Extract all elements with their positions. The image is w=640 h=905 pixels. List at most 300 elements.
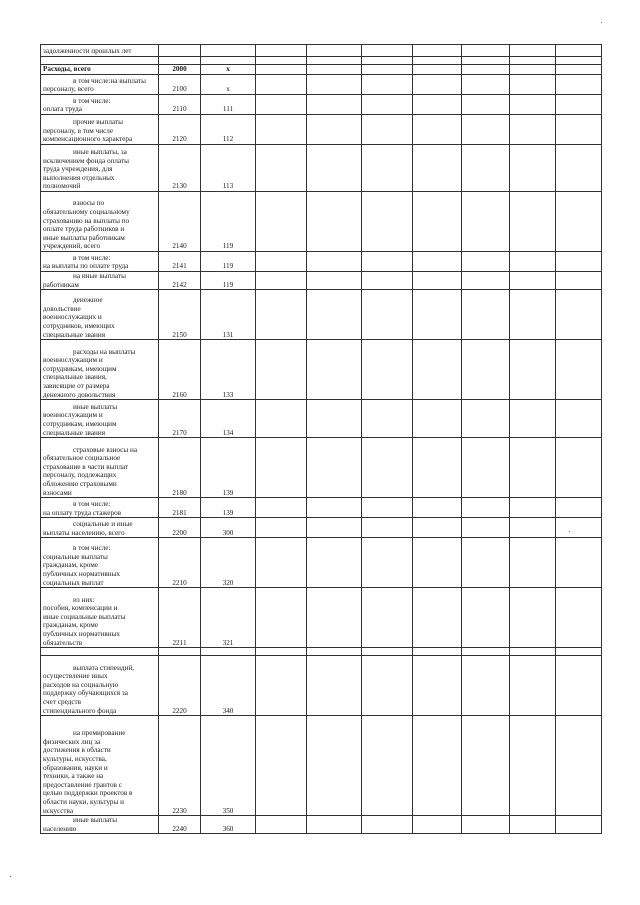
amount-cell: [510, 438, 556, 498]
row-name-line: сотрудникам, имеющим: [43, 364, 117, 373]
row-code: 2142: [159, 272, 201, 290]
amount-cell: [510, 716, 556, 816]
row-kosgu: 111: [201, 95, 256, 115]
amount-cell: [362, 95, 413, 115]
row-name-line: сотрудникам, имеющим: [43, 420, 117, 428]
amount-cell: [510, 498, 556, 518]
row-name-line: счет средств: [43, 698, 82, 706]
amount-cell: [462, 716, 510, 816]
amount-cell: [413, 65, 462, 75]
row-code: 2181: [159, 498, 201, 518]
table-row: [41, 252, 602, 272]
row-name-line: достижения в области: [43, 746, 111, 755]
row-name-line: компенсационного характера: [43, 135, 133, 144]
table-row: [41, 648, 602, 656]
amount-cell: [362, 272, 413, 290]
row-code: 2120: [159, 115, 201, 145]
table-row: [41, 588, 602, 648]
amount-cell: [462, 95, 510, 115]
amount-cell: [462, 656, 510, 716]
amount-cell: [256, 65, 307, 75]
amount-cell: [256, 45, 307, 57]
row-name-line: иные выплаты работникам: [43, 233, 125, 242]
row-name-line: задолженности прошлых лет: [43, 47, 132, 56]
row-name-line: прочие выплаты: [73, 118, 123, 127]
amount-cell: [413, 115, 462, 145]
amount-cell: [556, 57, 602, 65]
amount-cell: [413, 95, 462, 115]
amount-cell: [510, 400, 556, 438]
table-row: [41, 45, 602, 57]
row-name: [41, 145, 159, 192]
amount-cell: [413, 252, 462, 272]
row-kosgu: 112: [201, 115, 256, 145]
amount-cell: [510, 656, 556, 716]
row-name-line: в том числе:: [73, 500, 111, 508]
amount-cell: [256, 290, 307, 340]
row-name-line: обязательное социальное: [43, 454, 121, 463]
row-code: 2220: [159, 656, 201, 716]
amount-cell: [556, 65, 602, 75]
amount-cell: [510, 272, 556, 290]
amount-cell: [307, 75, 362, 95]
amount-cell: [510, 538, 556, 588]
amount-cell: [462, 816, 510, 834]
amount-cell: [413, 340, 462, 400]
table-row: [41, 438, 602, 498]
row-name-line: публичных нормативных: [43, 570, 121, 578]
amount-cell: [307, 340, 362, 400]
row-code: [159, 45, 201, 57]
amount-cell: [362, 816, 413, 834]
row-name: [41, 538, 159, 588]
row-code: 2150: [159, 290, 201, 340]
row-name-line: из них:: [73, 595, 95, 604]
amount-cell: [462, 115, 510, 145]
row-code: 2230: [159, 716, 201, 816]
amount-cell: [556, 272, 602, 290]
amount-cell: [510, 145, 556, 192]
row-name-line: гражданам, кроме: [43, 561, 99, 570]
amount-cell: [307, 290, 362, 340]
row-kosgu: 134: [201, 400, 256, 438]
amount-cell: [462, 588, 510, 648]
amount-cell: [256, 656, 307, 716]
table-row: [41, 75, 602, 95]
amount-cell: [413, 656, 462, 716]
amount-cell: [556, 538, 602, 588]
row-kosgu: x: [201, 75, 256, 95]
amount-cell: [307, 115, 362, 145]
amount-cell: [307, 518, 362, 538]
amount-cell: [362, 498, 413, 518]
amount-cell: [556, 75, 602, 95]
amount-cell: [510, 340, 556, 400]
row-name-line: работникам: [43, 280, 79, 289]
amount-cell: [256, 498, 307, 518]
amount-cell: [256, 57, 307, 65]
row-name-line: специальные звания,: [43, 373, 107, 382]
amount-cell: [462, 290, 510, 340]
row-code: 2211: [159, 588, 201, 648]
row-name-line: обложению страховыми: [43, 480, 117, 488]
row-name-line: области науки, культуры и: [43, 798, 124, 806]
amount-cell: [256, 518, 307, 538]
amount-cell: [256, 538, 307, 588]
row-name: [41, 57, 159, 65]
amount-cell: [362, 538, 413, 588]
amount-cell: [256, 252, 307, 272]
amount-cell: [307, 656, 362, 716]
row-code: 2140: [159, 192, 201, 252]
row-kosgu: 119: [201, 252, 256, 272]
amount-cell: [510, 518, 556, 538]
row-code: 2200: [159, 518, 201, 538]
amount-cell: [510, 45, 556, 57]
report-sheet: [40, 44, 601, 834]
row-name-line: иные выплаты, за: [73, 148, 127, 157]
amount-cell: [307, 45, 362, 57]
row-name-line: целью поддержки проектов в: [43, 789, 133, 798]
amount-cell: [556, 290, 602, 340]
row-kosgu: 340: [201, 656, 256, 716]
amount-cell: [413, 192, 462, 252]
amount-cell: [307, 538, 362, 588]
scan-speck: [569, 531, 570, 532]
amount-cell: [462, 518, 510, 538]
amount-cell: [307, 57, 362, 65]
amount-cell: [462, 145, 510, 192]
amount-cell: [462, 648, 510, 656]
row-name: [41, 75, 159, 95]
amount-cell: [556, 115, 602, 145]
amount-cell: [256, 145, 307, 192]
row-name-line: персоналу, всего: [43, 85, 94, 94]
amount-cell: [510, 648, 556, 656]
amount-cell: [413, 498, 462, 518]
amount-cell: [556, 648, 602, 656]
row-kosgu: 321: [201, 588, 256, 648]
amount-cell: [307, 498, 362, 518]
row-name-line: выполнения отдельных: [43, 173, 115, 182]
row-kosgu: x: [201, 65, 256, 75]
amount-cell: [462, 252, 510, 272]
amount-cell: [307, 65, 362, 75]
amount-cell: [362, 340, 413, 400]
amount-cell: [362, 65, 413, 75]
row-name-line: на премирование: [73, 729, 126, 738]
amount-cell: [510, 95, 556, 115]
row-name: [41, 290, 159, 340]
row-name-line: страхование в части выплат: [43, 462, 129, 471]
amount-cell: [556, 252, 602, 272]
amount-cell: [413, 57, 462, 65]
row-name-line: специальные звания: [43, 428, 106, 437]
row-code: [159, 648, 201, 656]
row-name-line: персоналу, в том числе: [43, 126, 114, 135]
table-row: [41, 145, 602, 192]
amount-cell: [362, 656, 413, 716]
row-name-line: социальные и иные: [73, 520, 133, 528]
row-code: 2160: [159, 340, 201, 400]
row-name-line: денежное: [73, 296, 103, 305]
amount-cell: [362, 648, 413, 656]
amount-cell: [362, 75, 413, 95]
row-name-line: осуществление иных: [43, 672, 108, 681]
row-name: [41, 95, 159, 115]
row-kosgu: 133: [201, 340, 256, 400]
amount-cell: [362, 716, 413, 816]
row-name: [41, 816, 159, 834]
row-kosgu: [201, 648, 256, 656]
amount-cell: [307, 145, 362, 192]
amount-cell: [307, 588, 362, 648]
row-name-line: оплата труда: [43, 105, 82, 114]
row-code: 2130: [159, 145, 201, 192]
amount-cell: [256, 272, 307, 290]
row-name: [41, 400, 159, 438]
row-name-line: выплата стипендий,: [73, 663, 135, 672]
row-name-line: расходы на выплаты: [73, 347, 136, 356]
amount-cell: [256, 648, 307, 656]
amount-cell: [256, 95, 307, 115]
amount-cell: [256, 588, 307, 648]
row-name: [41, 340, 159, 400]
row-code: 2240: [159, 816, 201, 834]
amount-cell: [307, 648, 362, 656]
amount-cell: [256, 115, 307, 145]
table-row: [41, 400, 602, 438]
amount-cell: [362, 518, 413, 538]
row-name-line: в том числе:: [73, 253, 111, 262]
row-kosgu: 119: [201, 192, 256, 252]
row-name: [41, 498, 159, 518]
row-kosgu: 320: [201, 538, 256, 588]
amount-cell: [307, 192, 362, 252]
row-name: [41, 45, 159, 57]
row-name: [41, 656, 159, 716]
amount-cell: [462, 192, 510, 252]
row-name: [41, 716, 159, 816]
amount-cell: [462, 400, 510, 438]
row-name-line: социальные выплаты: [43, 552, 108, 561]
row-name-line: населению: [43, 824, 77, 833]
row-code: 2100: [159, 75, 201, 95]
amount-cell: [362, 588, 413, 648]
amount-cell: [307, 438, 362, 498]
amount-cell: [362, 252, 413, 272]
amount-cell: [556, 588, 602, 648]
amount-cell: [556, 192, 602, 252]
row-name-line: военнослужащим и: [43, 356, 103, 365]
row-name-line: полномочий: [43, 182, 81, 191]
row-kosgu: 350: [201, 716, 256, 816]
amount-cell: [362, 45, 413, 57]
row-name: [41, 438, 159, 498]
amount-cell: [256, 816, 307, 834]
row-name-line: стипендиального фонда: [43, 706, 117, 715]
row-name-line: на выплаты по оплате труда: [43, 262, 129, 271]
row-name-line: специальные звания: [43, 330, 106, 339]
row-name-line: техники, а также на: [43, 772, 104, 781]
amount-cell: [413, 518, 462, 538]
row-name-line: страховые взносы на: [73, 445, 138, 454]
row-name-line: исключением фонда оплаты: [43, 156, 129, 165]
amount-cell: [462, 340, 510, 400]
amount-cell: [510, 192, 556, 252]
row-code: 2141: [159, 252, 201, 272]
amount-cell: [462, 45, 510, 57]
row-name-line: Расходы, всего: [43, 65, 91, 74]
row-kosgu: 113: [201, 145, 256, 192]
row-name-line: военнослужащих и: [43, 313, 102, 322]
amount-cell: [510, 290, 556, 340]
amount-cell: [413, 816, 462, 834]
amount-cell: [413, 716, 462, 816]
row-name-line: в том числе:: [73, 96, 111, 105]
table-row: [41, 518, 602, 538]
row-name-line: иные социальные выплаты: [43, 612, 126, 621]
row-kosgu: 300: [201, 518, 256, 538]
row-name-line: на иные выплаты: [73, 272, 126, 280]
row-name-line: иные выплаты: [73, 816, 118, 825]
table-row: [41, 716, 602, 816]
amount-cell: [413, 145, 462, 192]
amount-cell: [413, 648, 462, 656]
row-name-line: культуры, искусства,: [43, 755, 107, 764]
table-row: [41, 192, 602, 252]
row-name-line: социальных выплат: [43, 578, 104, 587]
row-name-line: денежного довольствия: [43, 390, 116, 399]
amount-cell: [556, 716, 602, 816]
amount-cell: [510, 57, 556, 65]
row-code: [159, 57, 201, 65]
row-name-line: пособия, компенсации и: [43, 604, 118, 613]
row-name-line: искусства: [43, 806, 74, 815]
amount-cell: [556, 145, 602, 192]
table-row: [41, 65, 602, 75]
row-name-line: труда учреждения, для: [43, 165, 113, 174]
amount-cell: [307, 272, 362, 290]
table-row: [41, 538, 602, 588]
table-row: [41, 290, 602, 340]
amount-cell: [462, 57, 510, 65]
row-name-line: в том числе:: [73, 544, 111, 553]
table-row: [41, 115, 602, 145]
row-code: 2180: [159, 438, 201, 498]
amount-cell: [413, 290, 462, 340]
amount-cell: [556, 340, 602, 400]
table-row: [41, 95, 602, 115]
row-name: [41, 65, 159, 75]
scan-speck: [10, 876, 11, 877]
row-code: 2210: [159, 538, 201, 588]
amount-cell: [462, 538, 510, 588]
amount-cell: [413, 400, 462, 438]
row-name-line: публичных нормативных: [43, 630, 121, 638]
amount-cell: [510, 115, 556, 145]
amount-cell: [556, 400, 602, 438]
row-code: 2110: [159, 95, 201, 115]
amount-cell: [256, 716, 307, 816]
amount-cell: [362, 57, 413, 65]
row-name-line: обязательств: [43, 638, 83, 647]
row-kosgu: 360: [201, 816, 256, 834]
amount-cell: [556, 816, 602, 834]
amount-cell: [462, 75, 510, 95]
row-name-line: обязательному социальному: [43, 208, 130, 217]
row-kosgu: [201, 45, 256, 57]
amount-cell: [256, 400, 307, 438]
amount-cell: [307, 816, 362, 834]
amount-cell: [556, 45, 602, 57]
table-row: [41, 656, 602, 716]
amount-cell: [462, 65, 510, 75]
amount-cell: [256, 192, 307, 252]
amount-cell: [510, 816, 556, 834]
row-name: [41, 252, 159, 272]
amount-cell: [413, 75, 462, 95]
amount-cell: [307, 95, 362, 115]
row-name: [41, 518, 159, 538]
row-name-line: в том числе:на выплаты: [73, 76, 146, 85]
row-name: [41, 115, 159, 145]
row-code: 2170: [159, 400, 201, 438]
amount-cell: [362, 192, 413, 252]
row-name: [41, 272, 159, 290]
row-name-line: расходов на социальную: [43, 680, 119, 689]
row-name-line: гражданам, кроме: [43, 621, 99, 630]
row-name: [41, 192, 159, 252]
row-name-line: на оплату труда стажеров: [43, 508, 122, 517]
amount-cell: [556, 498, 602, 518]
table-row: [41, 272, 602, 290]
row-name-line: физических лиц за: [43, 737, 101, 746]
amount-cell: [307, 400, 362, 438]
row-name: [41, 648, 159, 656]
table-row: [41, 340, 602, 400]
row-kosgu: 139: [201, 438, 256, 498]
amount-cell: [307, 716, 362, 816]
amount-cell: [362, 438, 413, 498]
row-code: 2000: [159, 65, 201, 75]
amount-cell: [462, 498, 510, 518]
row-name-line: страхованию на выплаты по: [43, 216, 130, 225]
amount-cell: [362, 115, 413, 145]
row-name-line: военнослужащим и: [43, 411, 103, 420]
amount-cell: [510, 588, 556, 648]
amount-cell: [307, 252, 362, 272]
amount-cell: [556, 438, 602, 498]
row-name-line: выплаты населению, всего: [43, 528, 125, 537]
amount-cell: [362, 400, 413, 438]
row-name-line: предоставление грантов с: [43, 780, 122, 789]
row-name-line: образования, науки и: [43, 763, 108, 772]
amount-cell: [510, 252, 556, 272]
expenses-table: [40, 44, 602, 834]
amount-cell: [413, 272, 462, 290]
row-kosgu: [201, 57, 256, 65]
row-name-line: учреждений, всего: [43, 242, 101, 251]
row-kosgu: 139: [201, 498, 256, 518]
row-name-line: зависящие от размера: [43, 382, 110, 390]
amount-cell: [362, 290, 413, 340]
amount-cell: [413, 538, 462, 588]
amount-cell: [413, 588, 462, 648]
amount-cell: [256, 340, 307, 400]
amount-cell: [256, 75, 307, 95]
table-row: [41, 57, 602, 65]
